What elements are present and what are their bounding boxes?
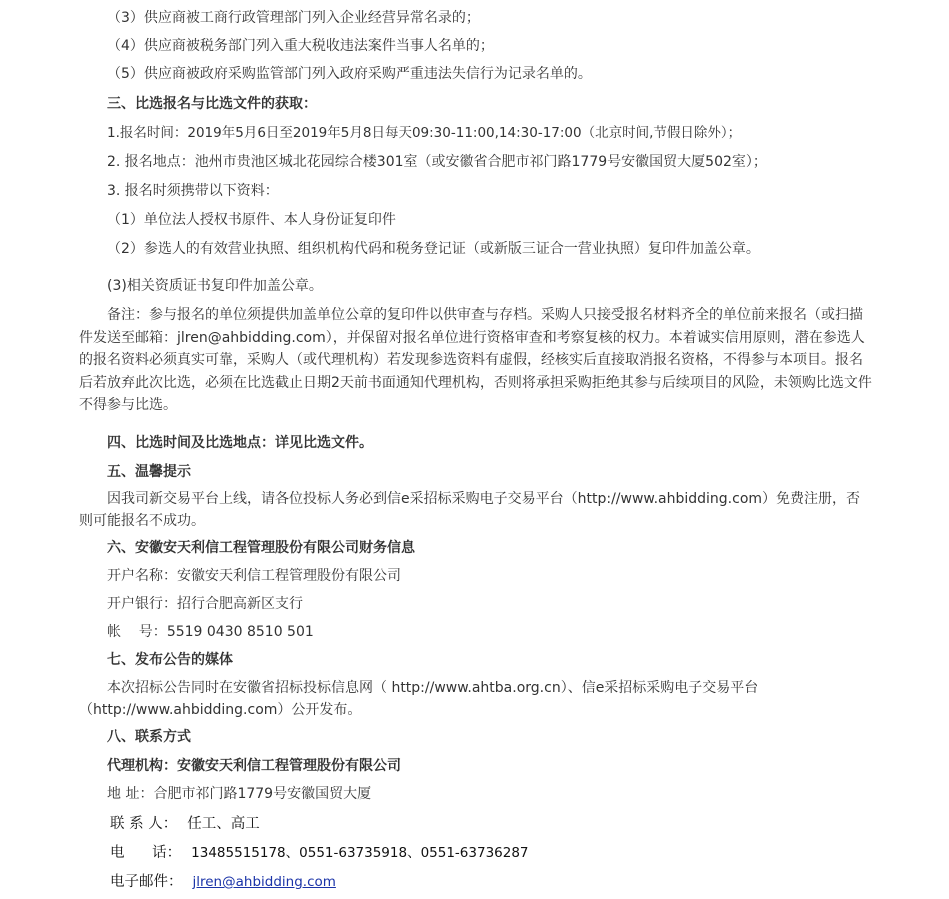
material-3: (3)相关资质证书复印件加盖公章。	[107, 278, 323, 294]
media-text: 本次招标公告同时在安徽省招标投标信息网（ http://www.ahtba.org.cn）、信e采招标采购电子交易平台（http://www.ahbidding.com）公开发布。	[79, 680, 759, 718]
section-8-heading: 八、联系方式	[107, 729, 191, 745]
section-7-heading: 七、发布公告的媒体	[107, 652, 233, 668]
account-number-label: 帐 号：	[107, 624, 167, 640]
agency: 代理机构：安徽安天利信工程管理股份有限公司	[107, 758, 401, 774]
section-4-heading: 四、比选时间及比选地点：详见比选文件。	[107, 435, 373, 451]
email-link[interactable]: jlren@ahbidding.com	[192, 874, 336, 890]
platform-tip: 因我司新交易平台上线，请各位投标人务必到信e采招标采购电子交易平台（http://www.ahbidding.com）免费注册，否则可能报名不成功。	[79, 491, 861, 529]
email-label: 电子邮件：	[110, 874, 183, 890]
phone-numbers: 13485515178、0551-63735918、0551-63736287	[191, 845, 529, 861]
account-number-row	[107, 622, 314, 642]
contact-persons: 任工、高工	[187, 816, 260, 832]
account-bank: 开户银行：招行合肥高新区支行	[107, 596, 303, 612]
phone-row	[110, 843, 529, 863]
material-1: （1）单位法人授权书原件、本人身份证复印件	[107, 212, 396, 228]
registration-materials: 3. 报名时须携带以下资料：	[107, 183, 279, 199]
registration-time: 1.报名时间：2019年5月6日至2019年5月8日每天09:30-11:00,14:30-17:00（北京时间,节假日除外）；	[107, 125, 742, 141]
account-name: 开户名称：安徽安天利信工程管理股份有限公司	[107, 568, 401, 584]
account-number: 5519 0430 8510 501	[166, 624, 314, 640]
registration-note: 备注：参与报名的单位须提供加盖单位公章的复印件以供审查与存档。采购人只接受报名材料齐全的单位前来报名（或扫描件发送至邮箱：jlren@ahbidding.com），并保留对报名单位进行资格审查和考察复核的权力。本着诚实信用原则，潜在参选人的报名资料必须真实可靠，采购人（或代理机构）若发现参选资料有虚假，经核实后直接取消报名资格，不得参与本项目。报名后若放弃此次比选，必须在比选截止日期2天前书面通知代理机构，否则将承担采购拒绝其参与后续项目的风险，未领购比选文件不得参与比选。	[79, 307, 872, 413]
phone-label: 电 话：	[110, 845, 182, 861]
section-3-heading: 三、比选报名与比选文件的获取：	[107, 96, 317, 112]
section-6-heading: 六、安徽安天利信工程管理股份有限公司财务信息	[107, 540, 415, 556]
contact-row	[110, 814, 260, 834]
registration-place: 2. 报名地点：池州市贵池区城北花园综合楼301室（或安徽省合肥市祁门路1779号安徽国贸大厦502室）；	[107, 154, 767, 170]
email-row	[110, 872, 336, 892]
section-5-heading: 五、温馨提示	[107, 464, 191, 480]
address: 地 址：合肥市祁门路1779号安徽国贸大厦	[107, 786, 372, 802]
item-4: （4）供应商被税务部门列入重大税收违法案件当事人名单的；	[107, 38, 494, 54]
item-3: （3）供应商被工商行政管理部门列入企业经营异常名录的；	[107, 10, 480, 26]
contact-label: 联 系 人：	[110, 816, 178, 832]
material-2: （2）参选人的有效营业执照、组织机构代码和税务登记证（或新版三证合一营业执照）复印件加盖公章。	[107, 241, 760, 257]
item-5: （5）供应商被政府采购监管部门列入政府采购严重违法失信行为记录名单的。	[107, 66, 592, 82]
